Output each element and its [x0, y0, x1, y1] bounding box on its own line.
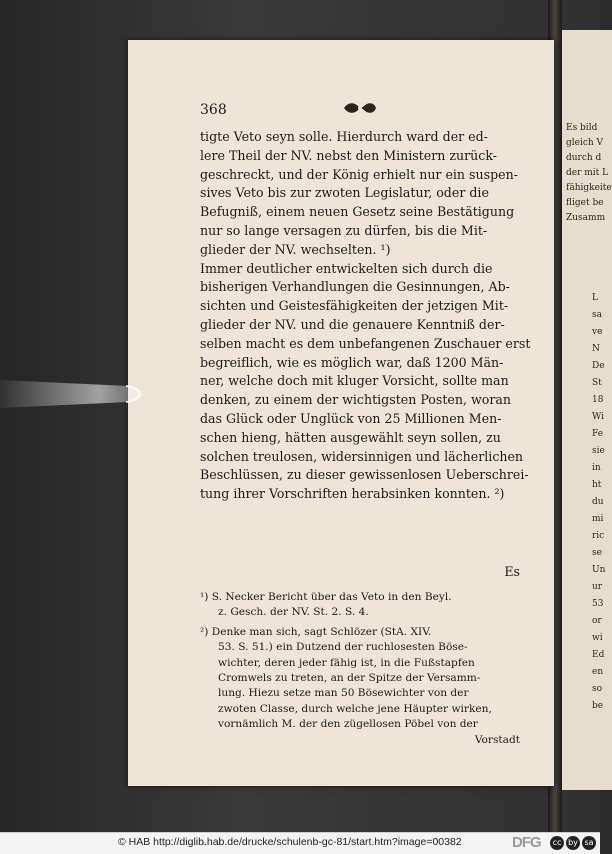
facing-text-line: ur — [592, 582, 603, 592]
text-line: sichten und Geistesfähigkeiten der jetzigen Mit- — [200, 298, 509, 314]
text-line: solchen treulosen, widersinnigen und lächerlichen — [200, 448, 524, 464]
text-line: 53. S. 51.) ein Dutzend der ruchlosesten Böse- — [218, 641, 468, 654]
text-line: nur so lange versagen zu dürfen, bis die Mit- — [200, 222, 488, 238]
text-line: schen hieng, hätten ausgewählt seyn sollen, zu — [200, 429, 501, 445]
text-line: vornämlich M. der den zügellosen Pöbel von der — [218, 718, 478, 731]
facing-text-line: du — [592, 497, 604, 507]
text-line: Vorstadt — [474, 733, 520, 746]
text-line: das Glück oder Unglück von 25 Millionen Men- — [200, 410, 502, 426]
text-line: denken, zu einem der wichtigsten Posten, woran — [200, 392, 511, 408]
text-line: glieder der NV. wechselten. ¹) — [200, 241, 391, 257]
text-line: ²) Denke man sich, sagt Schlözer (StA. XIV. — [200, 625, 432, 638]
text-line: selben macht es dem unbefangenen Zuschauer erst — [200, 335, 531, 351]
facing-text-line: gleich V — [566, 138, 604, 148]
facing-text-line: or — [592, 616, 602, 626]
facing-text-line: der mit L — [566, 168, 609, 178]
facing-text-line: N — [592, 344, 600, 354]
facing-text-line: se — [592, 548, 602, 558]
footnote-1 — [200, 590, 530, 621]
text-line: tung ihrer Vorschriften herabsinken konnten. ²) — [200, 486, 505, 502]
facing-text-line: Fe — [592, 429, 604, 439]
text-line: geschreckt, und der König erhielt nur ein suspen- — [200, 166, 518, 182]
facing-text-line: ht — [592, 480, 602, 490]
facing-text-line: Wi — [592, 412, 604, 422]
text-line: begreiflich, wie es möglich war, daß 1200 Män- — [200, 354, 504, 370]
facing-text-line: ric — [592, 531, 605, 541]
facing-text-line: L — [592, 293, 598, 303]
facing-text-line: St — [592, 378, 602, 388]
facing-text-line: De — [592, 361, 605, 371]
facing-text-line: fliget be — [566, 198, 604, 208]
text-line: Immer deutlicher entwickelten sich durch die — [200, 260, 493, 276]
main-text — [200, 128, 531, 504]
credit-link[interactable]: © HAB http://diglib.hab.de/drucke/schulenb-gc-81/start.htm?image=00382 — [118, 836, 462, 848]
footer-bar — [0, 832, 600, 854]
text-line: zwoten Classe, durch welche jene Häupter wirken, — [218, 702, 492, 715]
facing-text-line: fähigkeite — [566, 183, 612, 193]
text-line: wichter, deren jeder fähig ist, in die Fußstapfen — [218, 656, 475, 669]
cc-license-icon: cc — [550, 836, 564, 850]
facing-text-line: ve — [592, 327, 603, 337]
footnote-2 — [200, 625, 530, 748]
facing-text-line: sie — [592, 446, 605, 456]
facing-text-line: Un — [592, 565, 606, 575]
facing-text-line: be — [592, 701, 604, 711]
facing-text-line: 53 — [592, 599, 604, 609]
catchword: Es — [504, 564, 520, 579]
dfg-logo: DFG — [512, 834, 541, 851]
by-license-icon: by — [566, 836, 580, 850]
text-line: Beschlüssen, zu dieser gewissenlosen Ueberschrei- — [200, 467, 529, 483]
text-line: ¹) S. Necker Bericht über das Veto in den Beyl. — [200, 591, 452, 603]
text-line: z. Gesch. der NV. St. 2. S. 4. — [218, 606, 369, 619]
text-line: tigte Veto seyn solle. Hierdurch ward der ed- — [200, 129, 488, 144]
text-line: Befugniß, einem neuen Gesetz seine Bestätigung — [200, 204, 515, 220]
facing-text-line: Es bild — [566, 123, 598, 133]
book-page — [128, 40, 554, 786]
facing-text-line: sa — [592, 310, 602, 320]
text-line: lere Theil der NV. nebst den Ministern zurück- — [200, 147, 497, 163]
text-line: Cromwels zu treten, an der Spitze der Versamm- — [218, 672, 481, 685]
text-line: sives Veto bis zur zwoten Legislatur, oder die — [200, 185, 489, 201]
text-line: ner, welche doch mit kluger Vorsicht, sollte man — [200, 373, 509, 389]
facing-text-line: durch d — [566, 153, 602, 163]
facing-text-line: in — [592, 463, 601, 473]
facing-text-line: Zusamm — [566, 213, 606, 223]
facing-text-line: en — [592, 667, 604, 677]
footnotes — [200, 590, 530, 748]
facing-text-line: mi — [592, 514, 604, 524]
page-number: 368 — [200, 102, 227, 118]
ornament-icon — [340, 100, 380, 116]
facing-page — [562, 30, 612, 790]
facing-text-line: 18 — [592, 395, 604, 405]
facing-text-line: so — [592, 684, 603, 694]
facing-text-line: wi — [592, 633, 603, 643]
sa-license-icon: sa — [582, 836, 596, 850]
text-line: glieder der NV. und die genauere Kenntniß der- — [200, 316, 505, 332]
text-line: lung. Hiezu setze man 50 Bösewichter von der — [218, 687, 469, 700]
text-line: bisherigen Verhandlungen die Gesinnungen, Ab- — [200, 279, 510, 295]
facing-text-line: Ed — [592, 650, 605, 660]
light-reflection — [0, 362, 150, 422]
